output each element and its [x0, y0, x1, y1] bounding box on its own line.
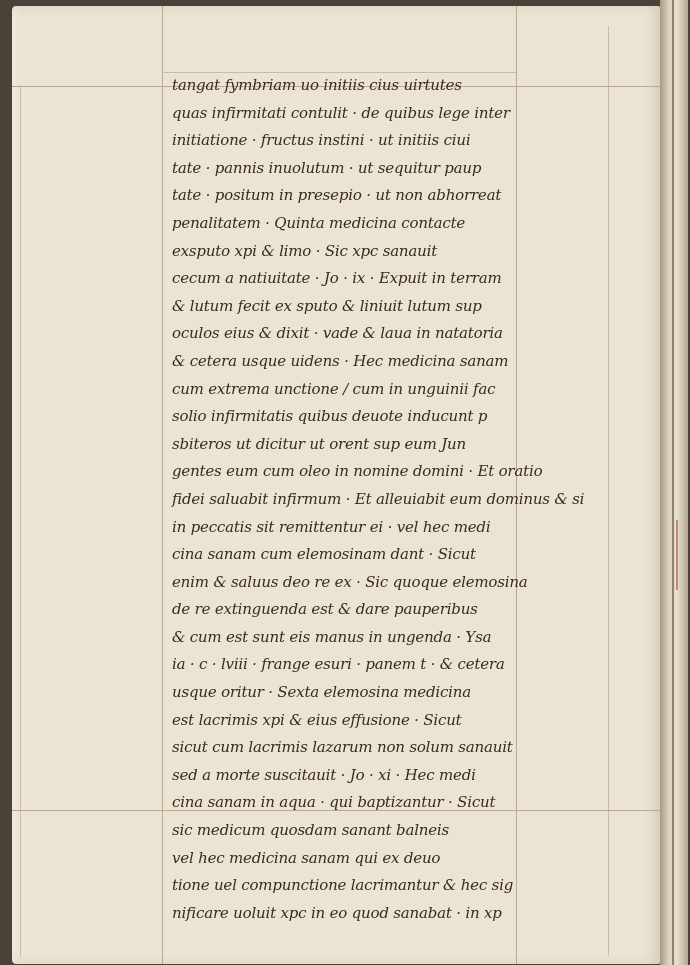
- manuscript-line: tione uel compunctione lacrimantur & hec sig: [172, 876, 514, 895]
- manuscript-line: cina sanam in aqua · qui baptizantur · Sicut: [172, 793, 496, 812]
- manuscript-line: sicut cum lacrimis lazarum non solum sanauit: [172, 738, 513, 757]
- manuscript-line: cum extrema unctione / cum in unguinii fac: [172, 379, 496, 398]
- manuscript-line: vel hec medicina sanam qui ex deuo: [172, 848, 441, 867]
- manuscript-line: de re extinguenda est & dare pauperibus: [172, 600, 478, 619]
- manuscript-line: est lacrimis xpi & eius effusione · Sicut: [172, 710, 462, 729]
- ruling-line-left-margin: [20, 86, 21, 956]
- manuscript-line: tangat fymbriam uo initiis cius uirtutes: [172, 76, 462, 94]
- manuscript-line: penalitatem · Quinta medicina contacte: [172, 213, 466, 232]
- manuscript-line: quas infirmitati contulit · de quibus lege inter: [172, 103, 510, 122]
- manuscript-line: & cum est sunt eis manus in ungenda · Ysa: [172, 627, 492, 646]
- manuscript-line: & cetera usque uidens · Hec medicina sanam: [172, 351, 509, 370]
- book-gutter: [660, 0, 688, 965]
- manuscript-line: cecum a natiuitate · Jo · ix · Expuit in terram: [172, 269, 502, 288]
- manuscript-line: solio infirmitatis quibus deuote inducunt p: [172, 407, 488, 426]
- manuscript-line: sbiteros ut dicitur ut orent sup eum Jun: [172, 434, 466, 453]
- manuscript-text-block: [172, 72, 585, 927]
- manuscript-line: cina sanam cum elemosinam dant · Sicut: [172, 545, 476, 564]
- manuscript-line: initiatione · fructus instini · ut initiis ciui: [172, 131, 471, 150]
- opposite-page-rubric-mark: [676, 520, 690, 590]
- manuscript-line: tate · positum in presepio · ut non abhorreat: [172, 186, 502, 205]
- manuscript-line: oculos eius & dixit · vade & laua in natatoria: [172, 324, 503, 343]
- manuscript-line: in peccatis sit remittentur ei · vel hec medi: [172, 517, 491, 536]
- manuscript-line: gentes eum cum oleo in nomine domini · Et oratio: [172, 462, 543, 481]
- manuscript-line: usque oritur · Sexta elemosina medicina: [172, 683, 471, 702]
- ruling-line-text-left: [162, 6, 163, 964]
- manuscript-line: fidei saluabit infirmum · Et alleuiabit eum dominus & si: [172, 489, 585, 508]
- manuscript-line: & lutum fecit ex sputo & liniuit lutum sup: [172, 296, 482, 315]
- manuscript-line: sed a morte suscitauit · Jo · xi · Hec medi: [172, 765, 476, 784]
- manuscript-line: enim & saluus deo re ex · Sic quoque elemosina: [172, 572, 528, 591]
- manuscript-line: exsputo xpi & limo · Sic xpc sanauit: [172, 241, 438, 260]
- book-gutter-edge: [672, 0, 674, 965]
- manuscript-line: ia · c · lviii · frange esuri · panem t · & cetera: [172, 655, 505, 674]
- ruling-line-right-margin: [608, 26, 609, 956]
- manuscript-line: nificare uoluit xpc in eo quod sanabat · in xp: [172, 903, 502, 922]
- manuscript-line: tate · pannis inuolutum · ut sequitur paup: [172, 158, 482, 177]
- manuscript-line: sic medicum quosdam sanant balneis: [172, 821, 450, 840]
